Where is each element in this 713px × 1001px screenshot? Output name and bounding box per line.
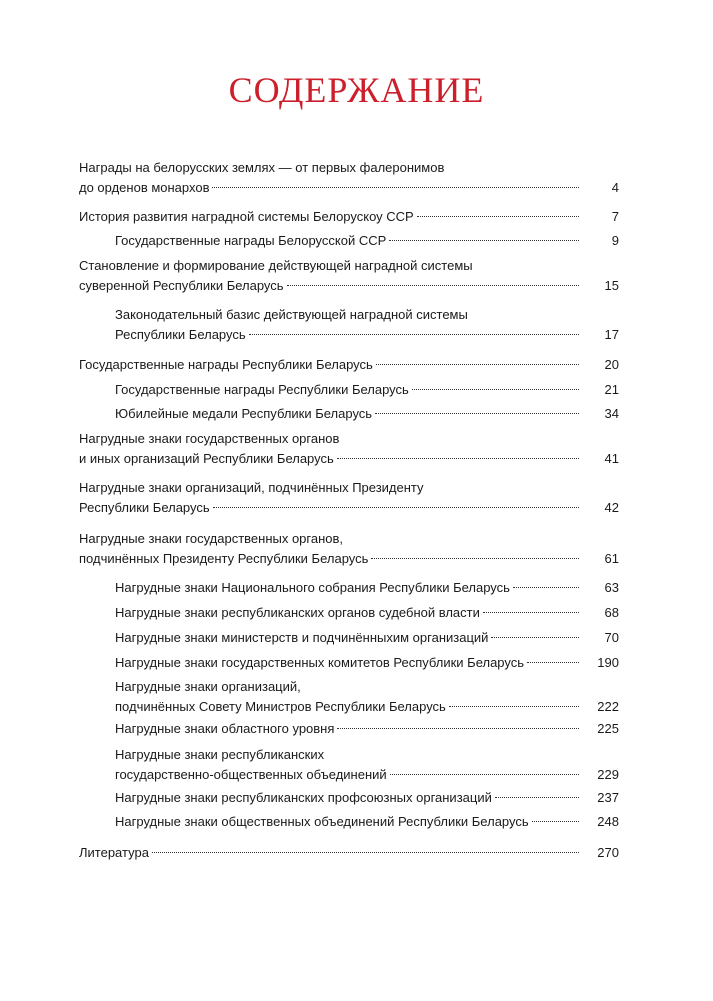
toc-entry-last-line	[79, 449, 619, 469]
page-number: 70	[604, 630, 619, 645]
toc-entry[interactable]	[115, 628, 619, 648]
toc-entry-title: Нагрудные знаки республиканских органов судебной власти	[115, 605, 480, 620]
dot-leader	[449, 706, 579, 707]
toc-entry-title: Государственные награды Республики Беларусь	[115, 382, 409, 397]
toc-entry-text-row	[115, 788, 579, 808]
toc-entry-last-line	[115, 404, 619, 424]
toc-entry-title: Нагрудные знаки общественных объединений Республики Беларусь	[115, 814, 529, 829]
dot-leader	[390, 774, 579, 775]
toc-entry-text-row	[79, 276, 579, 296]
toc-entry-last-line	[79, 207, 619, 227]
dot-leader	[412, 389, 579, 390]
toc-entry-text-row	[79, 355, 579, 375]
toc-entry-last-line	[79, 498, 619, 518]
toc-entry-last-line	[115, 653, 619, 673]
toc-entry-last-line	[79, 178, 619, 198]
toc-entry[interactable]	[115, 578, 619, 598]
toc-entry-line: Нагрудные знаки государственных органов	[79, 431, 340, 446]
dot-leader	[212, 187, 579, 188]
toc-entry[interactable]	[79, 478, 619, 518]
page-number: 190	[597, 655, 619, 670]
dot-leader	[287, 285, 579, 286]
toc-entry[interactable]	[79, 429, 619, 469]
page-number: 270	[597, 845, 619, 860]
page-number: 41	[604, 451, 619, 466]
dot-leader	[152, 852, 579, 853]
toc-entry[interactable]	[115, 231, 619, 251]
toc-entry-title: подчинённых Совету Министров Республики Беларусь	[115, 699, 446, 714]
toc-entry-text-row	[79, 449, 579, 469]
toc-entry-last-line	[79, 276, 619, 296]
toc-entry-title: Республики Беларусь	[79, 500, 210, 515]
toc-entry[interactable]	[79, 843, 619, 863]
toc-entry-last-line	[115, 325, 619, 345]
dot-leader	[249, 334, 579, 335]
dot-leader	[337, 728, 579, 729]
toc-entry[interactable]	[115, 305, 619, 345]
toc-entry-line: Нагрудные знаки республиканских	[115, 747, 325, 762]
toc-entry-title: Республики Беларусь	[115, 327, 246, 342]
page-number: 237	[597, 790, 619, 805]
toc-entry-title: суверенной Республики Беларусь	[79, 278, 284, 293]
toc-entry[interactable]	[115, 380, 619, 400]
toc-entry-title: Нагрудные знаки республиканских профсоюзных организаций	[115, 790, 492, 805]
toc-entry[interactable]	[79, 158, 619, 198]
page-number: 42	[604, 500, 619, 515]
dot-leader	[389, 240, 579, 241]
page-number: 17	[604, 327, 619, 342]
toc-entry[interactable]	[79, 355, 619, 375]
dot-leader	[371, 558, 579, 559]
toc-entry-line: Нагрудные знаки государственных органов,	[79, 531, 344, 546]
toc-entry-line: Награды на белорусских землях — от первых фалеронимов	[79, 160, 445, 175]
page-number: 15	[604, 278, 619, 293]
page-number: 222	[597, 699, 619, 714]
toc-entry-last-line	[79, 549, 619, 569]
toc-entry-last-line	[115, 578, 619, 598]
dot-leader	[527, 662, 579, 663]
page-number: 61	[604, 551, 619, 566]
toc-entry-text-row	[115, 603, 579, 623]
toc-entry-last-line	[79, 843, 619, 863]
page-number: 229	[597, 767, 619, 782]
dot-leader	[513, 587, 579, 588]
toc-entry-title: Нагрудные знаки областного уровня	[115, 721, 335, 736]
toc-entry-title: и иных организаций Республики Беларусь	[79, 451, 334, 466]
toc-entry-text-row	[115, 653, 579, 673]
toc-entry[interactable]	[115, 603, 619, 623]
toc-entry-title: Нагрудные знаки министерств и подчинённыхим организаций	[115, 630, 489, 645]
toc-entry[interactable]	[79, 207, 619, 227]
toc-entry-text-row	[115, 404, 579, 424]
toc-entry[interactable]	[115, 812, 619, 832]
toc-entry-title: государственно-общественных объединений	[115, 767, 387, 782]
toc-entry-title: Государственные награды Республики Беларусь	[79, 357, 373, 372]
page-number: 68	[604, 605, 619, 620]
dot-leader	[337, 458, 579, 459]
toc-entry-line: Становление и формирование действующей наградной системы	[79, 258, 473, 273]
page-number: 9	[611, 233, 619, 248]
dot-leader	[483, 612, 579, 613]
page-number: 248	[597, 814, 619, 829]
toc-entry-text-row	[115, 697, 579, 717]
toc-entry-title: Нагрудные знаки государственных комитетов Республики Беларусь	[115, 655, 525, 670]
toc-entry[interactable]	[79, 529, 619, 569]
page-number: 21	[604, 382, 619, 397]
toc-entry-last-line	[115, 812, 619, 832]
toc-entry-line: Нагрудные знаки организаций, подчинённых Президенту	[79, 480, 424, 495]
dot-leader	[417, 216, 579, 217]
toc-entry-line: Нагрудные знаки организаций,	[115, 679, 301, 694]
toc-entry[interactable]	[115, 788, 619, 808]
toc-entry[interactable]	[115, 404, 619, 424]
toc-entry[interactable]	[79, 256, 619, 296]
toc-entry-title: до орденов монархов	[79, 180, 210, 195]
page-number: 20	[604, 357, 619, 372]
dot-leader	[495, 797, 579, 798]
toc-entry-title: Нагрудные знаки Национального собрания Республики Беларусь	[115, 580, 510, 595]
toc-entry[interactable]	[115, 719, 619, 739]
toc-entry-text-row	[115, 812, 579, 832]
toc-entry-last-line	[115, 765, 619, 785]
toc-entry-text-row	[115, 578, 579, 598]
toc-entry-line: Законодательный базис действующей наградной системы	[115, 307, 468, 322]
toc-entry-text-row	[115, 765, 579, 785]
toc-entry-text-row	[79, 498, 579, 518]
page-number: 63	[604, 580, 619, 595]
toc-entry-last-line	[115, 628, 619, 648]
toc-entry-last-line	[79, 355, 619, 375]
toc-entry[interactable]	[115, 653, 619, 673]
toc-entry-last-line	[115, 788, 619, 808]
toc-entry-title: История развития наградной системы Белорускоу ССР	[79, 209, 414, 224]
dot-leader	[213, 507, 579, 508]
dot-leader	[375, 413, 579, 414]
page-number: 34	[604, 406, 619, 421]
toc-entry-text-row	[115, 325, 579, 345]
dot-leader	[376, 364, 579, 365]
page-number: 4	[611, 180, 619, 195]
page-number: 7	[611, 209, 619, 224]
toc-entry-last-line	[115, 231, 619, 251]
page-number: 225	[597, 721, 619, 736]
dot-leader	[532, 821, 579, 822]
toc-entry-last-line	[115, 697, 619, 717]
dot-leader	[491, 637, 579, 638]
toc-entry-text-row	[79, 843, 579, 863]
toc-entry-title: подчинённых Президенту Республики Беларусь	[79, 551, 369, 566]
toc-entry[interactable]	[115, 677, 619, 717]
toc-entry-text-row	[79, 549, 579, 569]
toc-entry-text-row	[79, 178, 579, 198]
toc-entry-text-row	[115, 628, 579, 648]
toc-entry-title: Юбилейные медали Республики Беларусь	[115, 406, 373, 421]
page-title: СОДЕРЖАНИЕ	[228, 70, 485, 110]
toc-entry-text-row	[115, 719, 579, 739]
toc-entry[interactable]	[115, 745, 619, 785]
toc-entry-last-line	[115, 719, 619, 739]
toc-entry-title: Литература	[79, 845, 149, 860]
toc-entry-last-line	[115, 603, 619, 623]
toc-entry-last-line	[115, 380, 619, 400]
toc-entry-text-row	[79, 207, 579, 227]
toc-entry-text-row	[115, 231, 579, 251]
toc-entry-title: Государственные награды Белорусской ССР	[115, 233, 387, 248]
toc-entry-text-row	[115, 380, 579, 400]
